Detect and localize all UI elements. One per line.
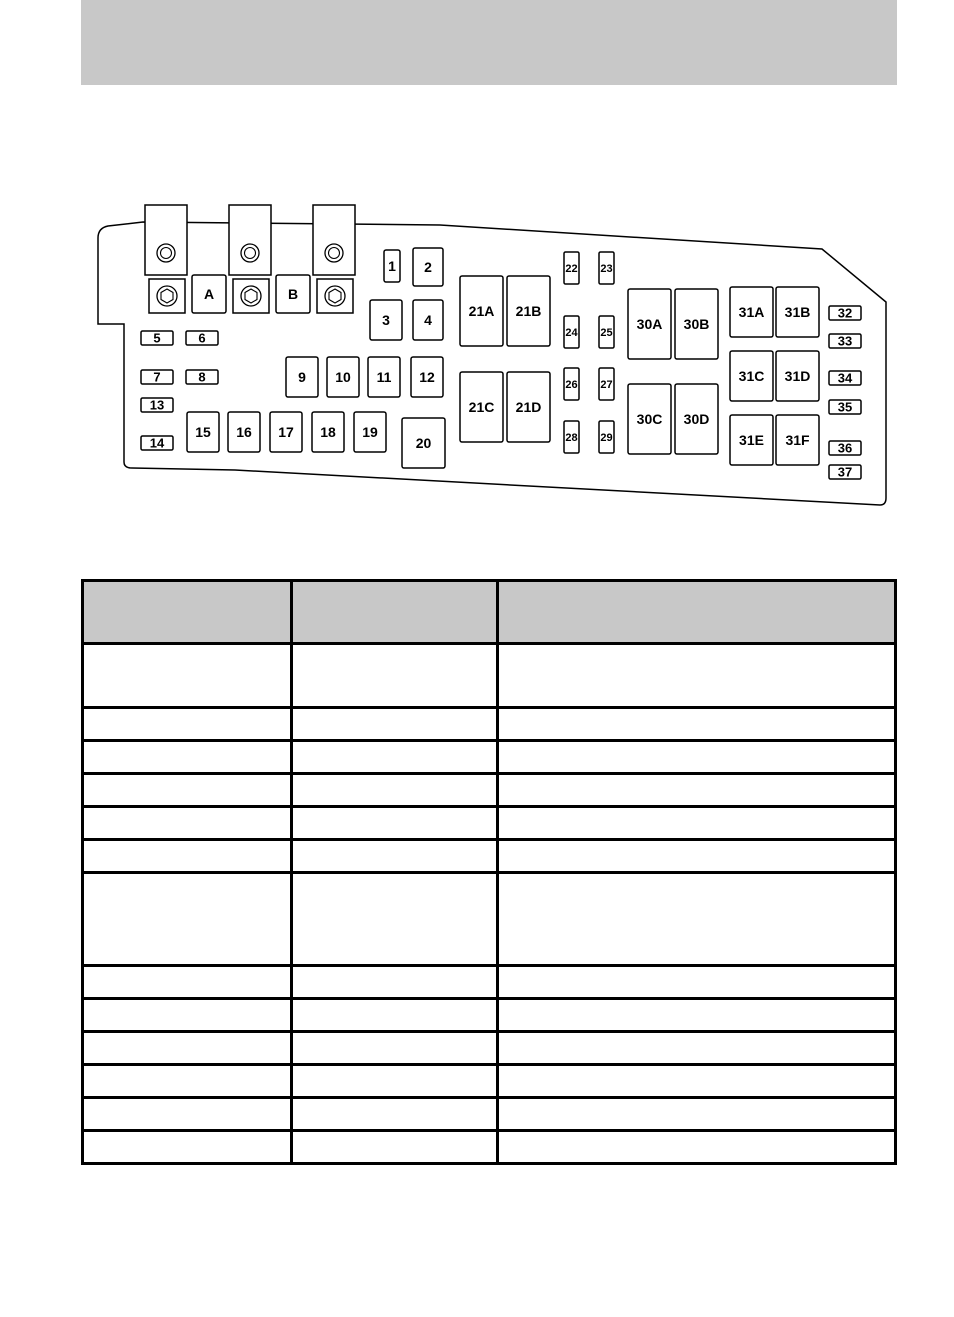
mini-fuse-label: 26 xyxy=(565,378,578,391)
cell-amp-rating xyxy=(292,644,498,708)
relay-21b xyxy=(507,276,550,346)
fuse-label: 6 xyxy=(198,330,206,346)
fuse-33 xyxy=(829,334,861,349)
cell-amp-rating xyxy=(292,999,498,1032)
stud-2 xyxy=(229,205,271,313)
table-row xyxy=(83,1098,896,1131)
cell-fuse-location xyxy=(83,1098,292,1131)
cell-amp-rating xyxy=(292,1098,498,1131)
fuse-16 xyxy=(228,412,260,452)
fuse-label: 20 xyxy=(415,435,432,452)
cell-amp-rating xyxy=(292,807,498,840)
fuse-label: 8 xyxy=(198,369,206,385)
table-row xyxy=(83,873,896,966)
cell-circuit-protected xyxy=(498,840,896,873)
table-row xyxy=(83,840,896,873)
relay-31a xyxy=(730,287,773,337)
fuse-label: 35 xyxy=(837,399,853,415)
fuse-label: 11 xyxy=(376,369,392,386)
cell-fuse-location xyxy=(83,708,292,741)
fuse-6 xyxy=(186,331,218,346)
cell-fuse-location xyxy=(83,1131,292,1164)
relay-label: 30D xyxy=(683,411,710,428)
cell-circuit-protected xyxy=(498,741,896,774)
fuse-panel-diagram xyxy=(0,0,954,560)
mini-fuse-22 xyxy=(564,252,579,284)
table-row xyxy=(83,999,896,1032)
cell-fuse-location xyxy=(83,774,292,807)
fuse-3 xyxy=(370,300,402,340)
fuse-label: 13 xyxy=(149,397,165,413)
cell-fuse-location xyxy=(83,999,292,1032)
mini-fuse-23 xyxy=(599,252,614,284)
fuse-label: 33 xyxy=(837,333,853,349)
mini-fuse-25 xyxy=(599,316,614,348)
relay-21c xyxy=(460,372,503,442)
header-circuit-protected xyxy=(498,581,896,644)
fuse-label: 10 xyxy=(335,369,351,386)
fuse-label: 4 xyxy=(424,312,432,329)
fuse-table xyxy=(81,579,897,1165)
relay-label: 21D xyxy=(515,399,542,416)
fuse-34 xyxy=(829,371,861,386)
cell-circuit-protected xyxy=(498,966,896,999)
fuse-37 xyxy=(829,465,861,480)
cell-circuit-protected xyxy=(498,1131,896,1164)
cell-amp-rating xyxy=(292,1065,498,1098)
fuse-label: 1 xyxy=(388,258,396,275)
stud-3 xyxy=(313,205,355,313)
relay-21d xyxy=(507,372,550,442)
mini-fuse-label: 28 xyxy=(565,431,578,444)
fuse-label: 36 xyxy=(837,440,853,456)
fuse-label: 7 xyxy=(153,369,161,385)
cell-amp-rating xyxy=(292,840,498,873)
cell-amp-rating xyxy=(292,1131,498,1164)
table-row xyxy=(83,644,896,708)
fuse-label: 37 xyxy=(837,464,853,480)
fuse-32 xyxy=(829,306,861,321)
battery-studs xyxy=(145,205,355,313)
cell-circuit-protected xyxy=(498,807,896,840)
table-row xyxy=(83,774,896,807)
cell-fuse-location xyxy=(83,1032,292,1065)
block-label: B xyxy=(287,286,299,303)
fuse-label: 5 xyxy=(153,330,161,346)
fuse-1 xyxy=(384,250,400,282)
cell-circuit-protected xyxy=(498,644,896,708)
relay-21a xyxy=(460,276,503,346)
relay-31c xyxy=(730,351,773,401)
relay-label: 31F xyxy=(785,432,810,449)
fuse-19 xyxy=(354,412,386,452)
cell-circuit-protected xyxy=(498,1065,896,1098)
cell-circuit-protected xyxy=(498,1098,896,1131)
mini-fuse-label: 27 xyxy=(600,378,613,391)
header-fuse-location xyxy=(83,581,292,644)
fuse-label: 34 xyxy=(837,370,853,386)
mini-fuse-label: 25 xyxy=(600,326,613,339)
fuse-36 xyxy=(829,441,861,456)
fuse-7 xyxy=(141,370,173,385)
table-row xyxy=(83,1032,896,1065)
mini-fuse-26 xyxy=(564,368,579,400)
relay-label: 31C xyxy=(738,368,765,385)
cell-fuse-location xyxy=(83,741,292,774)
relay-30b xyxy=(675,289,718,359)
fuse-label: 3 xyxy=(382,312,390,329)
table-row xyxy=(83,966,896,999)
cell-circuit-protected xyxy=(498,708,896,741)
stud-1 xyxy=(145,205,187,313)
fuse-13 xyxy=(141,398,173,413)
table-row xyxy=(83,741,896,774)
fuse-label: 12 xyxy=(419,369,435,386)
fuse-12 xyxy=(411,357,443,397)
mini-fuse-24 xyxy=(564,316,579,348)
fuse-label: 16 xyxy=(236,424,252,441)
block-label: A xyxy=(203,286,215,303)
block-a xyxy=(192,275,226,313)
cell-amp-rating xyxy=(292,873,498,966)
fuse-2 xyxy=(413,248,443,286)
relay-label: 21A xyxy=(468,303,495,320)
cell-circuit-protected xyxy=(498,774,896,807)
relay-30a xyxy=(628,289,671,359)
cell-fuse-location xyxy=(83,807,292,840)
cell-amp-rating xyxy=(292,1032,498,1065)
mini-fuse-label: 22 xyxy=(565,262,578,275)
relay-31e xyxy=(730,415,773,465)
cell-fuse-location xyxy=(83,966,292,999)
cell-amp-rating xyxy=(292,966,498,999)
fuse-15 xyxy=(187,412,219,452)
relay-label: 21C xyxy=(468,399,495,416)
fuse-label: 32 xyxy=(837,305,853,321)
cell-circuit-protected xyxy=(498,1032,896,1065)
cell-fuse-location xyxy=(83,840,292,873)
mini-fuse-label: 24 xyxy=(565,326,578,339)
table-row xyxy=(83,708,896,741)
fuse-label: 14 xyxy=(149,435,165,451)
table-header-row xyxy=(83,581,896,644)
relay-label: 30A xyxy=(636,316,663,333)
fuse-label: 19 xyxy=(362,424,378,441)
cell-circuit-protected xyxy=(498,999,896,1032)
fuse-label: 17 xyxy=(278,424,294,441)
table-row xyxy=(83,807,896,840)
mini-fuse-label: 29 xyxy=(600,431,613,444)
relay-label: 31D xyxy=(784,368,811,385)
relay-31d xyxy=(776,351,819,401)
fuse-20 xyxy=(402,418,445,468)
block-b xyxy=(276,275,310,313)
cell-fuse-location xyxy=(83,644,292,708)
cell-fuse-location xyxy=(83,1065,292,1098)
fuse-18 xyxy=(312,412,344,452)
cell-amp-rating xyxy=(292,708,498,741)
fuse-14 xyxy=(141,436,173,451)
cell-circuit-protected xyxy=(498,873,896,966)
relay-label: 31E xyxy=(739,432,764,449)
fuse-5 xyxy=(141,331,173,346)
fuse-label: 2 xyxy=(424,259,432,276)
mini-fuse-label: 23 xyxy=(600,262,613,275)
table-row xyxy=(83,1131,896,1164)
relay-30d xyxy=(675,384,718,454)
relay-label: 31B xyxy=(784,304,811,321)
relay-label: 31A xyxy=(738,304,765,321)
fuse-11 xyxy=(368,357,400,397)
mini-fuse-27 xyxy=(599,368,614,400)
fuse-10 xyxy=(327,357,359,397)
table-row xyxy=(83,1065,896,1098)
mini-fuse-28 xyxy=(564,421,579,453)
header-amp-rating xyxy=(292,581,498,644)
cell-fuse-location xyxy=(83,873,292,966)
fuse-8 xyxy=(186,370,218,385)
relay-label: 30C xyxy=(636,411,663,428)
relay-label: 21B xyxy=(515,303,542,320)
cell-amp-rating xyxy=(292,774,498,807)
fuse-4 xyxy=(413,300,443,340)
fuse-17 xyxy=(270,412,302,452)
relay-31f xyxy=(776,415,819,465)
relay-30c xyxy=(628,384,671,454)
fuse-label: 9 xyxy=(298,369,306,386)
fuse-label: 15 xyxy=(195,424,211,441)
relay-label: 30B xyxy=(683,316,710,333)
fuse-35 xyxy=(829,400,861,415)
mini-fuse-29 xyxy=(599,421,614,453)
fuse-9 xyxy=(286,357,318,397)
fuse-label: 18 xyxy=(320,424,336,441)
cell-amp-rating xyxy=(292,741,498,774)
relay-31b xyxy=(776,287,819,337)
